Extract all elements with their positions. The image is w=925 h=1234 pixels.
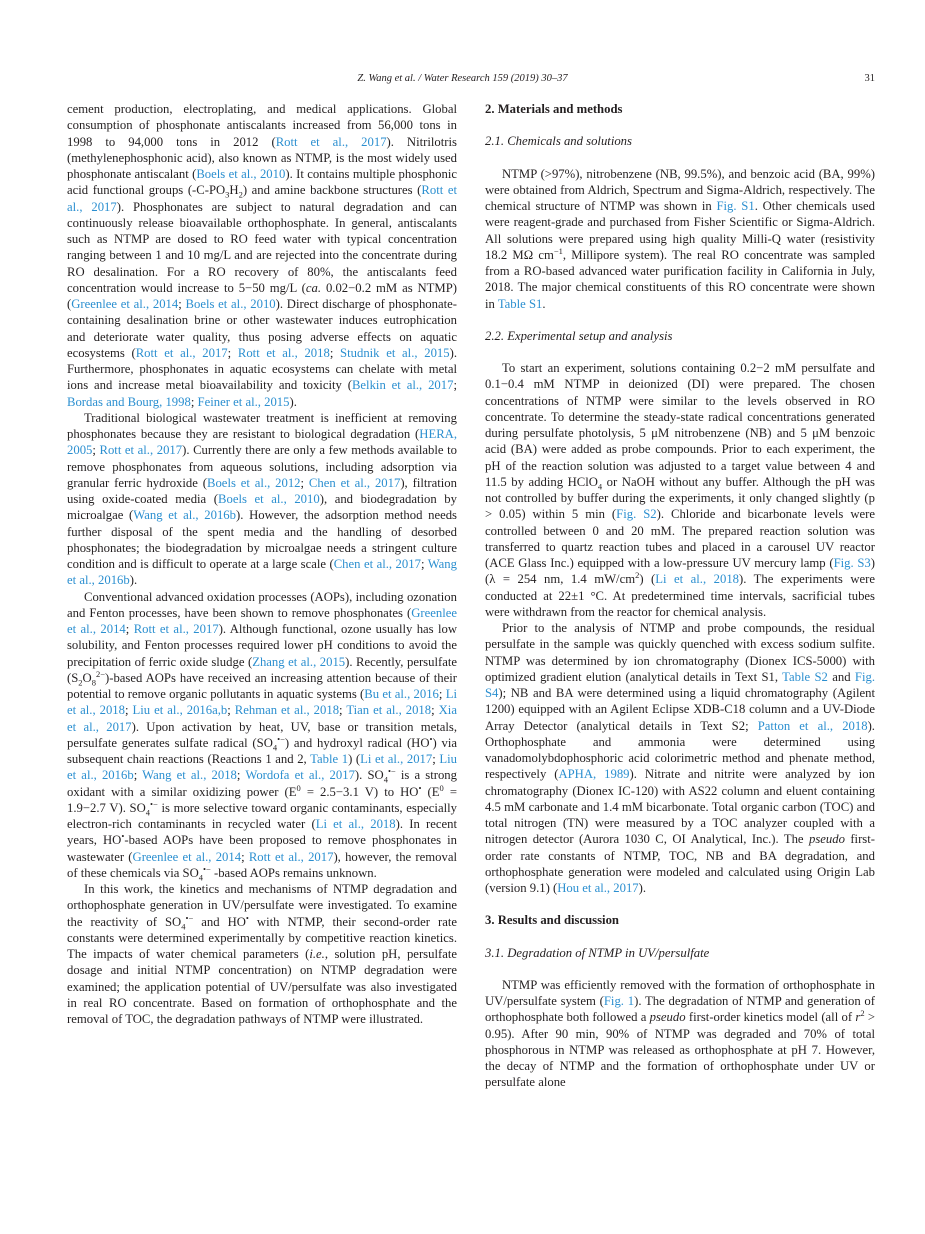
ref-link[interactable]: Li et al., 2018 bbox=[655, 572, 740, 587]
ref-link[interactable]: Liu et al., 2016b bbox=[67, 752, 458, 783]
ref-link[interactable]: Zhang et al., 2015 bbox=[252, 654, 346, 669]
ref-link[interactable]: Bordas and Bourg, 1998 bbox=[67, 394, 191, 409]
figure-link[interactable]: Fig. S2 bbox=[616, 507, 657, 522]
ref-link[interactable]: Belkin et al., 2017 bbox=[351, 378, 454, 393]
degradation-paragraph: NTMP was efficiently removed with the formation of orthophosphate in UV/persulfate system (Fig. 1). The degradation of NTMP and generation of orthophosphate both followed a pseudo first-order kinetics model (all of $r^2 > 0.95$). After 90 min, 90% of NTMP was degraded and 70% of total phosphorous in NTMP was released as orthophosphate at pH 7. However, the decay of NTMP and the formation of orthophosphate under UV or persulfate alone bbox=[485, 977, 876, 1090]
ref-link[interactable]: Bu et al., 2016 bbox=[364, 687, 439, 701]
figure-link[interactable]: Fig. S1 bbox=[716, 199, 755, 213]
chemicals-paragraph: NTMP (>97%), nitrobenzene (NB, 99.5%), and benzoic acid (BA, 99%) were obtained from Aldrich, Spectrum and Sigma-Aldrich, respectively. The chemical structure of NTMP was shown in Fig. S1. Other chemicals used were reagent-grade and purchased from Fisher Scientific or Sigma-Aldrich. All solutions were prepared using high quality Milli-Q water (resistivity 18.2 MΩ $cm^{-1}$, Millipore system). The real RO concentrate was sampled from a RO-based advanced water purification facility in California in July, 2018. The major chemical constituents of this RO concentrate were shown in Table S1. bbox=[485, 166, 875, 311]
ref-link[interactable]: Hou et al., 2017 bbox=[557, 881, 639, 895]
ref-link[interactable]: Rott et al., 2017 bbox=[133, 622, 219, 636]
ref-link[interactable]: Liu et al., 2016a,b bbox=[132, 703, 228, 718]
ref-link[interactable]: Li et al., 2017 bbox=[360, 752, 433, 766]
ref-link[interactable]: Patton et al., 2018 bbox=[757, 718, 868, 733]
ref-link[interactable]: Greenlee et al., 2014 bbox=[132, 849, 242, 864]
right-column bbox=[485, 101, 875, 1091]
ref-link[interactable]: Wang et al., 2018 bbox=[142, 768, 237, 783]
figure-link[interactable]: Fig. S4 bbox=[485, 669, 875, 700]
ref-link[interactable]: Rott et al., 2017 bbox=[67, 183, 457, 214]
ref-link[interactable]: Rott et al., 2017 bbox=[99, 443, 183, 458]
ref-link[interactable]: Rott et al., 2017 bbox=[135, 345, 228, 360]
ref-link[interactable]: Rott et al., 2018 bbox=[237, 345, 330, 360]
table-link[interactable]: Table S1 bbox=[497, 296, 543, 311]
ref-link[interactable]: Greenlee et al., 2014 bbox=[67, 605, 457, 636]
ref-link[interactable]: Wang et al., 2016b bbox=[133, 508, 236, 523]
ref-link[interactable]: Boels et al., 2010 bbox=[218, 492, 320, 506]
setup-paragraph-2: Prior to the analysis of NTMP and probe compounds, the residual persulfate in the sample was quickly quenched with excess sodium sulfite. NTMP was determined by ion chromatography (Dionex ICS-5000) with optimized gradient elution (analytical details in Text S1, Table S2 and Fig. S4); NB and BA were determined using a liquid chromatography (Agilent 1200) equipped with an Agilent Eclipse XDB-C18 column and a UV-Diode Array Detector (analytical details in Text S2; Patton et al., 2018). Orthophosphate and ammonia were determined using vanadomolybdophosphoric acid colorimetric method and phenate method, respectively (APHA, 1989). Nitrate and nitrite were analyzed by ion chromatography (Dionex IC-120) with AS22 column and eluent containing 4.5 mM carbonate and 1.4 mM bicarbonate. Total organic carbon (TOC) and total nitrogen (TN) were measured by a TOC analyzer coupled with a nitrogen detector (Aurora 1030 C, OI Analytical, Inc.). The pseudo first-order rate constants of NTMP, TOC, NB and BA degradation, and orthophosphate generation were modeled and calculated using Origin Lab (version 9.1) (Hou et al., 2017). bbox=[485, 621, 875, 895]
intro-paragraph-2: Traditional biological wastewater treatment is inefficient at removing phosphonates because they are resistant to biological degradation (HERA, 2005; Rott et al., 2017). Currently there are only a few methods available to remove phosphonates from aqueous solutions, including adsorption via granular ferric hydroxide (Boels et al., 2012; Chen et al., 2017), filtration using oxide-coated media (Boels et al., 2010), and biodegradation by microalgae (Wang et al., 2016b). However, the adsorption method needs further disposal of the spent media and the handling of desorbed phosphonates; the biodegradation by microalgae needs a stringent culture condition and is difficult to operate at a large scale (Chen et al., 2017; Wang et al., 2016b). bbox=[67, 410, 458, 588]
intro-paragraph-3: Conventional advanced oxidation processes (AOPs), including ozonation and Fenton processes, have been shown to remove phosphonates (Greenlee et al., 2014; Rott et al., 2017). Although functional, ozone usually has low solubility, and Fenton processes required lower pH conditions to avoid the precipitation of ferric oxide sludge (Zhang et al., 2015). Recently, persulfate $(S_2O_8^{2-})$-based AOPs have received an increasing attention because of their potential to remove organic pollutants in aquatic systems (Bu et al., 2016; Li et al., 2018; Liu et al., 2016a,b; Rehman et al., 2018; Tian et al., 2018; Xia et al., 2017). Upon activation by heat, UV, base or transition metals, persulfate generates sulfate radical $(SO_4^{•-})$ and hydroxyl radical (HO•) via subsequent chain reactions (Reactions 1 and 2, Table 1) (Li et al., 2017; Liu et al., 2016b; Wang et al., 2018; Wordofa et al., 2017). $SO_4^{•-}$ is a strong oxidant with a similar oxidizing power ($E^0 = 2.5-3.1$ V) to HO• ($E^0 = 1.9-2.7$ V). $SO_4^{•-}$ is more selective toward organic contaminants, especially electron-rich contaminants in recycled water (Li et al., 2018). In recent years, HO•-based AOPs have been proposed to remove phosphonates in wastewater (Greenlee et al., 2014; Rott et al., 2017), however, the removal of these chemicals via $SO_4^{•-}$ -based AOPs remains unknown. bbox=[67, 589, 458, 883]
table-link[interactable]: Table S2 bbox=[782, 669, 828, 684]
section-heading-results: 3. Results and discussion bbox=[485, 913, 619, 928]
ref-link[interactable]: Xia et al., 2017 bbox=[67, 703, 457, 734]
subsection-heading-chemicals: 2.1. Chemicals and solutions bbox=[485, 134, 632, 149]
ref-link[interactable]: Rehman et al., 2018 bbox=[234, 703, 340, 718]
intro-paragraph-1: cement production, electroplating, and medical applications. Global consumption of phosphonate antiscalants increased from 56,000 tons in 1998 to 94,000 tons in 2012 (Rott et al., 2017). Nitrilotris (methylenephosphonic acid), also known as NTMP, is the most widely used phosphonate antiscalant (Boels et al., 2010). It contains multiple phosphonic acid functional groups $(-C-PO_3H_2)$ and amine backbone structures (Rott et al., 2017). Phosphonates are subject to natural degradation and can continuously release bioavailable orthophosphate. In general, antiscalants such as NTMP are dosed to RO feed water with typical concentration ranging between 1 and 10 mg/L and are rejected into the concentrate during RO desalination. For a RO recovery of 80%, the antiscalants feed concentration would increase to 5−50 mg/L (ca. 0.02−0.2 mM as NTMP) (Greenlee et al., 2014; Boels et al., 2010). Direct discharge of phosphonate-containing desalination brine or other wastewater induces eutrophication and deteriorate water quality, thus posing adverse effects on aquatic ecosystems (Rott et al., 2017; Rott et al., 2018; Studnik et al., 2015). Furthermore, phosphonates in aquatic ecosystems can chelate with metal ions and increase metal bioavailability and toxicity (Belkin et al., 2017; Bordas and Bourg, 1998; Feiner et al., 2015). bbox=[67, 102, 458, 409]
intro-paragraph-4: In this work, the kinetics and mechanisms of NTMP degradation and orthophosphate generation in UV/persulfate were investigated. To examine the reactivity of $SO_4^{•-}$ and HO• with NTMP, their second-order rate constants were determined experimentally by competitive reaction kinetics. The impacts of water chemical parameters (i.e., solution pH, persulfate dosage and initial NTMP concentration) on NTMP degradation were examined; the application potential of UV/persulfate was also investigated in real RO concentrate. Based on formation of orthophosphate and the removal of TOC, the degradation pathways of NTMP were illustrated. bbox=[67, 882, 457, 1026]
table-link[interactable]: Table 1 bbox=[310, 752, 349, 766]
ref-link[interactable]: APHA, 1989 bbox=[558, 767, 630, 782]
ref-link[interactable]: Boels et al., 2012 bbox=[207, 475, 301, 490]
ref-link[interactable]: Rott et al., 2017 bbox=[248, 849, 334, 864]
ref-link[interactable]: Greenlee et al., 2014 bbox=[71, 297, 179, 311]
ref-link[interactable]: Li et al., 2018 bbox=[315, 817, 396, 831]
page-number: 31 bbox=[864, 73, 875, 84]
ref-link[interactable]: Chen et al., 2017 bbox=[333, 557, 421, 571]
journal-citation: Z. Wang et al. / Water Research 159 (2019) 30–37 bbox=[357, 73, 568, 84]
ref-link[interactable]: Boels et al., 2010 bbox=[185, 297, 276, 311]
ref-link[interactable]: HERA, 2005 bbox=[67, 427, 457, 458]
setup-paragraph-1: To start an experiment, solutions containing 0.2−2 mM persulfate and 0.1−0.4 mM NTMP in deionized (DI) were prepared. The chosen concentrations of NTMP were similar to the levels observed in RO concentrate. To determine the steady-state radical concentrations generated during persulfate photolysis, 5 μM nitrobenzene (NB) and 5 μM benzoic acid (BA) were added as probe compounds. Prior to each experiment, the pH of the reaction solution was adjusted to a target value between 4 and 11.5 by adding HClO$_4$ or NaOH without any buffer. Although the pH was not controlled by buffer during the experiments, it only changed slightly (p > 0.05) within 5 min (Fig. S2). Chloride and bicarbonate levels were controlled between 0 and 20 mM. The prepared reaction solution was transferred to quartz reaction tubes and placed in a carousel UV reactor (ACE Glass Inc.) equipped with a low-pressure UV mercury lamp (Fig. S3) (λ = 254 nm, 1.4 $mW/cm^2$) (Li et al., 2018). The experiments were conducted at 22±1 °C. At predetermined time intervals, sacrificial tubes were withdrawn from the reactor for chemical analysis. bbox=[485, 361, 876, 619]
ref-link[interactable]: Boels et al., 2010 bbox=[196, 167, 286, 181]
figure-link[interactable]: Fig. 1 bbox=[603, 994, 635, 1008]
subsection-heading-setup: 2.2. Experimental setup and analysis bbox=[485, 328, 673, 343]
ref-link[interactable]: Studnik et al., 2015 bbox=[340, 345, 450, 360]
section-heading-materials: 2. Materials and methods bbox=[485, 102, 623, 116]
ref-link[interactable]: Chen et al., 2017 bbox=[308, 475, 401, 490]
ref-link[interactable]: Tian et al., 2018 bbox=[346, 703, 432, 718]
subsection-heading-degradation: 3.1. Degradation of NTMP in UV/persulfate bbox=[485, 945, 710, 960]
ref-link[interactable]: Wang et al., 2016b bbox=[67, 557, 457, 588]
running-header bbox=[0, 73, 925, 87]
ref-link[interactable]: Li et al., 2018 bbox=[67, 687, 457, 718]
ref-link[interactable]: Feiner et al., 2015 bbox=[197, 394, 290, 409]
figure-link[interactable]: Fig. S3 bbox=[833, 556, 871, 570]
left-column bbox=[67, 101, 457, 1027]
ref-link[interactable]: Rott et al., 2017 bbox=[275, 134, 387, 149]
ref-link[interactable]: Wordofa et al., 2017 bbox=[245, 768, 355, 783]
